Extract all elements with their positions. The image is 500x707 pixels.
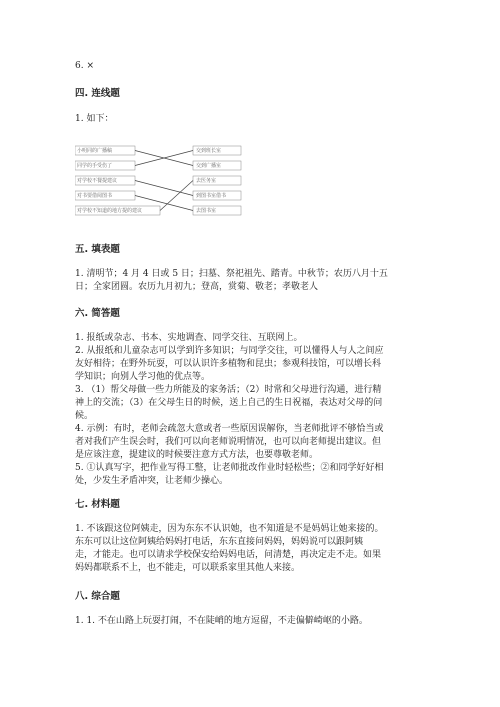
left-item-2: 同学的手受伤了 [77, 163, 113, 169]
text-line: 者对我们产生误会时，我们可以向老师说明情况，也可以向老师提出建议。但 [75, 437, 382, 447]
text-line: 学知识；向别人学习他的优点等。 [75, 372, 211, 382]
left-item-4: 对书要借阅图书 [77, 193, 113, 199]
left-item-5: 对学校不知道的地方提的建议 [77, 208, 143, 214]
right-item-1: 交到班长室 [196, 148, 222, 154]
section-7-title: 七. 材料题 [75, 499, 120, 510]
text-line: 2. 从报纸和儿童杂志可以学到许多知识；与同学交往，可以懂得人与人之间应 [75, 346, 384, 356]
left-item-1: 小明同的广播稿 [77, 148, 113, 154]
right-item-4: 到图书室借书 [196, 193, 227, 199]
right-item-5: 去图书室 [196, 208, 217, 214]
section-8-answer [75, 615, 435, 628]
text-line: 妈妈都联系不上，也不能走，可以联系家里其他人来接。 [75, 563, 301, 573]
text-line: 东东可以让这位阿姨给妈妈打电话，东东直接问妈妈，妈妈说可以跟阿姨 [75, 537, 364, 547]
section-5-title: 五. 填表题 [75, 244, 120, 255]
text-line: 处，少发生矛盾冲突，让老师少操心。 [75, 476, 229, 486]
left-item-3: 对学校不餐提建议 [77, 178, 118, 184]
text-line: 是应该注意，提建议的时候要注意方式方法，也要尊敬老师。 [75, 450, 319, 460]
text-line: 友好相待；在野外玩耍，可以认识许多植物和昆虫；参观科技馆，可以增长科 [75, 359, 382, 369]
answer-item-6: 6. × [75, 61, 94, 71]
matching-diagram [75, 142, 275, 222]
section-5-answer [75, 268, 435, 294]
section-7-answer [75, 523, 435, 575]
section-6-answer [75, 332, 435, 488]
text-line: 1. 清明节；4 月 4 日或 5 日；扫墓、祭祀祖先、踏青。中秋节；农历八月十五 [75, 269, 388, 279]
section-6-title: 六. 简答题 [75, 308, 120, 319]
section-4-title: 四. 连线题 [75, 88, 120, 99]
text-line: 5. ①认真写字，把作业写得工整，让老师批改作业时轻松些；②和同学好好相 [75, 463, 384, 473]
text-line: 1. 1. 不在山路上玩耍打闹，不在陡峭的地方逗留，不走偏僻崎岖的小路。 [75, 616, 368, 626]
right-item-3: 去医务室 [196, 178, 217, 184]
text-line: 候。 [75, 411, 94, 421]
text-line: 4. 示例：有时，老师会疏忽大意或者一些原因误解你，当老师批评不够恰当或 [75, 424, 384, 434]
text-line: 走，才能走。也可以请求学校保安给妈妈电话，问清楚，再决定走不走。如果 [75, 550, 382, 560]
text-line: 日；全家团圆。农历九月初九；登高，赏菊、敬老；孝敬老人 [75, 282, 319, 292]
text-line: 1. 报纸或杂志、书本、实地调查、同学交往、互联网上。 [75, 333, 303, 343]
right-item-2: 交到广播室 [196, 163, 222, 169]
text-line: 1. 不该跟这位阿姨走，因为东东不认识她，也不知道是不是妈妈让她来接的。 [75, 524, 384, 534]
section-8-title: 八. 综合题 [75, 591, 120, 602]
text-line: 3. （1）帮父母做一些力所能及的家务活；（2）时常和父母进行沟通，进行精 [75, 385, 382, 395]
section-4-intro: 1. 如下： [75, 114, 114, 124]
text-line: 神上的交流；（3）在父母生日的时候，送上自己的生日祝福，表达对父母的问 [75, 398, 383, 408]
